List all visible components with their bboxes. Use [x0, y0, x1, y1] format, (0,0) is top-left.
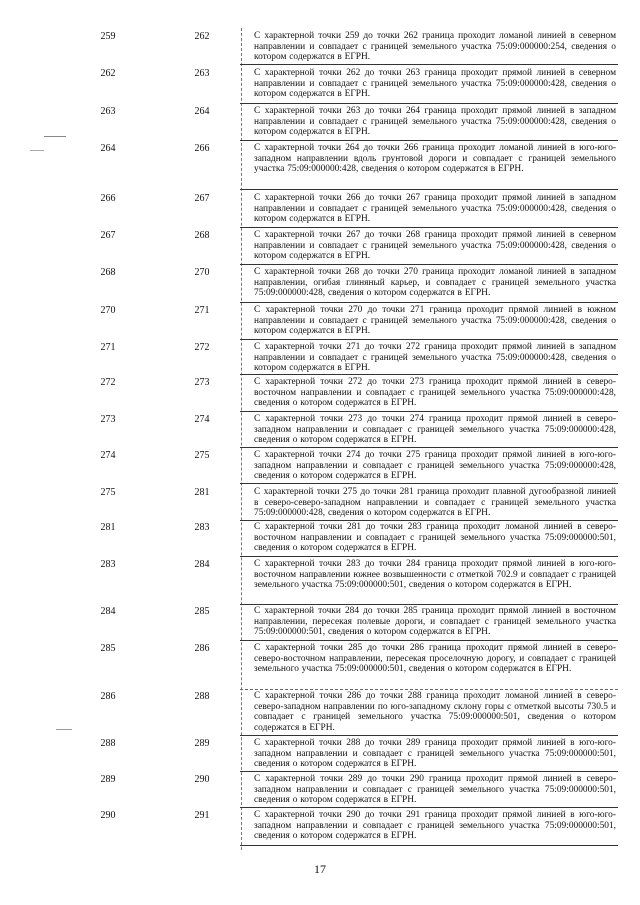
boundary-description: С характерной точки 285 до точки 286 граница проходит прямой линией в северо-северо-восточном направлении, пересекая проселочную дорогу, и совпадает с границей земельного участка 75:09:000000:501, сведения о котором содержатся в ЕГРН.: [254, 643, 616, 675]
boundary-description: С характерной точки 268 до точки 270 граница проходит ломаной линией в западном направлении, огибая глиняный карьер, и совпадает с границей земельного участка 75:09:000000:428, сведения о котором содержатся в ЕГРН.: [254, 267, 616, 299]
from-point: 274: [100, 450, 116, 461]
from-point: 267: [100, 230, 116, 241]
to-point: 289: [194, 738, 210, 749]
boundary-description: С характерной точки 283 до точки 284 граница проходит прямой линией в юго-юго-восточном направлении южнее возвышенности с отметкой 702.9 и совпадает с границей земельного участка 75:09:000000:501, сведения о котором содержатся в ЕГРН.: [254, 559, 616, 591]
boundary-description: С характерной точки 288 до точки 289 граница проходит прямой линией в юго-юго-западном направлении и совпадает с границей земельного участка 75:09:000000:501, сведения о котором содержатся в ЕГРН.: [254, 738, 616, 770]
to-point: 266: [194, 143, 210, 154]
to-point: 283: [194, 522, 210, 533]
boundary-description: С характерной точки 271 до точки 272 граница проходит прямой линией в западном направлении и совпадает с границей земельного участка 75:09:000000:428, сведения о котором содержатся в ЕГРН.: [254, 342, 616, 374]
to-point: 274: [194, 414, 210, 425]
to-point: 288: [194, 691, 210, 702]
scan-artifact: [56, 729, 72, 730]
row-divider: [240, 640, 618, 641]
row-divider: [240, 264, 618, 265]
boundary-description: С характерной точки 270 до точки 271 граница проходит прямой линией в южном направлении и совпадает с границей земельного участка 75:09:000000:428, сведения о котором содержатся в ЕГРН.: [254, 305, 616, 337]
boundary-description: С характерной точки 263 до точки 264 граница проходит прямой линией в западном направлении и совпадает с границей земельного участка 75:09:000000:428, сведения о котором содержатся в ЕГРН.: [254, 106, 616, 138]
from-point: 285: [100, 643, 116, 654]
to-point: 272: [194, 342, 210, 353]
row-divider: [240, 447, 618, 448]
to-point: 263: [194, 68, 210, 79]
from-point: 262: [100, 68, 116, 79]
from-point: 273: [100, 414, 116, 425]
row-divider: [240, 374, 618, 375]
to-point: 284: [194, 559, 210, 570]
row-divider: [240, 339, 618, 340]
row-divider: [240, 483, 618, 484]
to-point: 286: [194, 643, 210, 654]
from-point: 288: [100, 738, 116, 749]
from-point: 268: [100, 267, 116, 278]
to-point: 271: [194, 305, 210, 316]
boundary-description: С характерной точки 264 до точки 266 граница проходит ломаной линией в юго-юго-западном направлении вдоль грунтовой дороги и совпадает с границей земельного участка 75:09:000000:428, сведения о котором содержатся в ЕГРН.: [254, 143, 616, 175]
boundary-description: С характерной точки 289 до точки 290 граница проходит прямой линией в северо-западном направлении и совпадает с границей земельного участка 75:09:000000:501, сведения о котором содержатся в ЕГРН.: [254, 774, 616, 806]
row-divider: [240, 520, 618, 521]
boundary-description: С характерной точки 275 до точки 281 граница проходит плавной дугообразной линией в северо-северо-западном направлении и совпадает с границей земельного участка 75:09:000000:428, сведения о котором содержатся в ЕГРН.: [254, 487, 616, 519]
from-point: 289: [100, 774, 116, 785]
row-divider: [240, 189, 618, 190]
boundary-description: С характерной точки 267 до точки 268 граница проходит прямой линией в северном направлении и совпадает с границей земельного участка 75:09:000000:428, сведения о котором содержатся в ЕГРН.: [254, 230, 616, 262]
boundary-description: С характерной точки 266 до точки 267 граница проходит прямой линией в западном направлении и совпадает с границей земельного участка 75:09:000000:428, сведения о котором содержатся в ЕГРН.: [254, 193, 616, 225]
from-point: 281: [100, 522, 116, 533]
from-point: 286: [100, 691, 116, 702]
to-point: 270: [194, 267, 210, 278]
boundary-description: С характерной точки 286 до точки 288 граница проходит ломаной линией в северо-северо-западном направлении по юго-западному склону горы с отметкой высоты 730.5 и совпадает с границей земельного участка 75:09:000000:501, сведения о котором содержатся в ЕГРН.: [254, 691, 616, 734]
to-point: 275: [194, 450, 210, 461]
boundary-description: С характерной точки 284 до точки 285 граница проходит прямой линией в восточном направлении, пересекая полевые дороги, и совпадает с границей земельного участка 75:09:000000:501, сведения о котором содержатся в ЕГРН.: [254, 606, 616, 638]
boundary-description: С характерной точки 272 до точки 273 граница проходит прямой линией в северо-восточном направлении и совпадает с границей земельного участка 75:09:000000:428, сведения о котором содержатся в ЕГРН.: [254, 377, 616, 409]
to-point: 264: [194, 106, 210, 117]
page-number: 17: [314, 862, 326, 876]
to-point: 291: [194, 810, 210, 821]
row-divider: [240, 604, 618, 605]
to-point: 285: [194, 606, 210, 617]
row-divider: [240, 807, 618, 808]
scan-artifact: [44, 136, 66, 137]
from-point: 290: [100, 810, 116, 821]
boundary-description: С характерной точки 281 до точки 283 граница проходит ломаной линией в северо-восточном направлении и совпадает с границей земельного участка 75:09:000000:501, сведения о котором содержатся в ЕГРН.: [254, 522, 616, 554]
boundary-description: С характерной точки 273 до точки 274 граница проходит прямой линией в северо-западном направлении и совпадает с границей земельного участка 75:09:000000:428, сведения о котором содержатся в ЕГРН.: [254, 414, 616, 446]
row-divider: [240, 302, 618, 303]
from-point: 263: [100, 106, 116, 117]
column-divider: [241, 28, 242, 850]
from-point: 271: [100, 342, 116, 353]
boundary-description: С характерной точки 274 до точки 275 граница проходит прямой линией в юго-юго-западном направлении и совпадает с границей земельного участка 75:09:000000:428, сведения о котором содержатся в ЕГРН.: [254, 450, 616, 482]
row-divider: [240, 556, 618, 557]
to-point: 273: [194, 377, 210, 388]
to-point: 281: [194, 487, 210, 498]
to-point: 262: [194, 31, 210, 42]
row-divider: [240, 64, 618, 65]
boundary-description: С характерной точки 262 до точки 263 граница проходит прямой линией в северном направлении и совпадает с границей земельного участка 75:09:000000:428, сведения о котором содержатся в ЕГРН.: [254, 68, 616, 100]
row-divider: [240, 845, 618, 846]
from-point: 272: [100, 377, 116, 388]
row-divider: [240, 103, 618, 104]
from-point: 270: [100, 305, 116, 316]
from-point: 275: [100, 487, 116, 498]
row-divider: [240, 227, 618, 228]
from-point: 283: [100, 559, 116, 570]
to-point: 290: [194, 774, 210, 785]
row-divider: [240, 735, 618, 736]
row-divider: [240, 411, 618, 412]
from-point: 264: [100, 143, 116, 154]
to-point: 267: [194, 193, 210, 204]
boundary-description: С характерной точки 259 до точки 262 граница проходит ломаной линией в северном направлении и совпадает с границей земельного участка 75:09:000000:254, сведения о котором содержатся в ЕГРН.: [254, 31, 616, 63]
to-point: 268: [194, 230, 210, 241]
boundary-description: С характерной точки 290 до точки 291 граница проходит прямой линией в юго-юго-западном направлении и совпадает с границей земельного участка 75:09:000000:501, сведения о котором содержатся в ЕГРН.: [254, 810, 616, 842]
from-point: 259: [100, 31, 116, 42]
row-divider: [240, 689, 618, 690]
from-point: 284: [100, 606, 116, 617]
from-point: 266: [100, 193, 116, 204]
row-divider: [240, 771, 618, 772]
scan-artifact: [30, 150, 44, 151]
row-divider: [240, 140, 618, 141]
